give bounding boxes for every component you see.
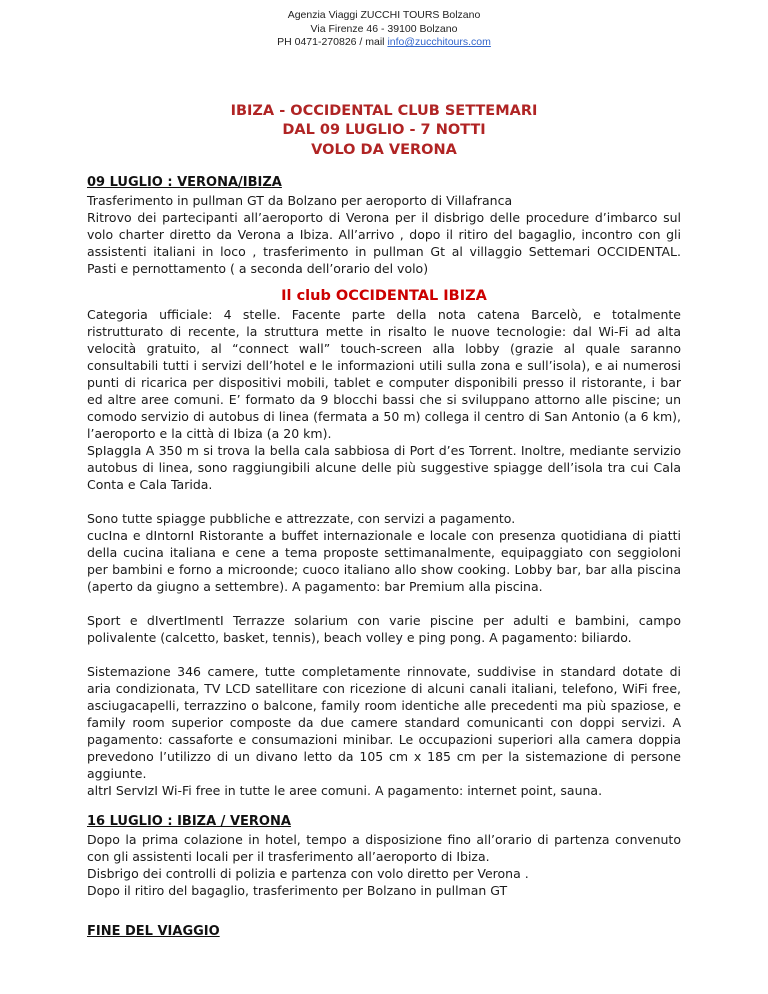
club-paragraph-sistemazione: Sistemazione 346 camere, tutte completamente rinnovate, suddivise in standard dotate di aria condizionata, TV LCD satellitare con ricezione di alcuni canali italiani, telefono, WiFi free, asciugacapelli, terrazzino o balcone, family room identiche alle precedenti ma più spaziose, e family room superior composte da due camere standard comunicanti con doppi servizi. A pagamento: cassaforte e consumazioni minibar. Le occupazioni superiori alla camera doppia prevedono l’utilizzo di un divano letto da 105 cm x 185 cm per la sistemazione di persone aggiunte.: [87, 664, 681, 781]
day2-paragraph-colazione: Dopo la prima colazione in hotel, tempo a disposizione fino all’orario di partenza convenuto con gli assistenti locali per il trasferimento all’aeroporto di Ibiza.: [87, 832, 681, 864]
day1-paragraph-ritrovo: Ritrovo dei partecipanti all’aeroporto di Verona per il disbrigo delle procedure d’imbarco sul volo charter diretto da Verona a Ibiza. All’arrivo , dopo il ritiro del bagaglio, incontro con gli assistenti italiani in loco , trasferimento in pullman Gt al villaggio Settemari OCCIDENTAL. Pasti e pernottamento ( a seconda dell’orario del volo): [87, 210, 681, 276]
agency-phone: PH 0471-270826 / mail: [277, 36, 388, 48]
spacer: [87, 493, 681, 510]
spacer: [87, 646, 681, 663]
club-paragraph-categoria: Categoria ufficiale: 4 stelle. Facente parte della nota catena Barcelò, e totalmente ristrutturato di recente, la struttura mette in risalto le nuove tecnologie: dal Wi-Fi ad alta velocità gratuito, al “connect wall” touch-screen alla lobby (grazie al quale saranno consultabili tutti i servizi dell’hotel e le informazioni utili sulla zona e sull’isola), e ai numerosi punti di ricarica per dispositivi mobili, tablet e computer disponibili presso il ristorante, i bar ed altre aree comuni. E’ formato da 9 blocchi bassi che si sviluppano attorno alle piscine; un comodo servizio di autobus di linea (fermata a 50 m) collega il centro di San Antonio (a 6 km), l’aeroporto e la città di Ibiza (a 20 km).: [87, 307, 681, 441]
club-heading: Il club OCCIDENTAL IBIZA: [281, 288, 487, 304]
trip-title: [87, 102, 681, 161]
club-paragraph-cucina: cucIna e dIntornI Ristorante a buffet internazionale e locale con presenza quotidiana di piatti della cucina italiana e cene a tema proposte settimanalmente, equipaggiato con seggioloni per bambini e forno a microonde; cuoco italiano allo show cooking. Lobby bar, bar alla piscina (aperto da giugno a settembre). A pagamento: bar Premium alla piscina.: [87, 528, 681, 594]
end-of-trip-heading: FINE DEL VIAGGIO: [87, 924, 220, 939]
club-paragraph-spiagge-note: Sono tutte spiagge pubbliche e attrezzate, con servizi a pagamento.: [87, 511, 516, 526]
day2-heading: 16 LUGLIO : IBIZA / VERONA: [87, 814, 291, 829]
agency-header: [0, 0, 768, 50]
agency-contact-line: [0, 36, 768, 50]
trip-title-line3: VOLO DA VERONA: [311, 141, 457, 158]
document-body: [87, 102, 681, 941]
section-day2: [87, 813, 681, 899]
club-paragraph-spiaggia: SpIaggIa A 350 m si trova la bella cala sabbiosa di Port d’es Torrent. Inoltre, mediante servizio autobus di linea, sono raggiungibili alcune delle più suggestive spiagge dell’isola tra cui Cala Conta e Cala Tarida.: [87, 443, 681, 492]
trip-title-line1: IBIZA - OCCIDENTAL CLUB SETTEMARI: [230, 102, 538, 119]
day2-paragraph-ritiro: Dopo il ritiro del bagaglio, trasferimento per Bolzano in pullman GT: [87, 883, 508, 898]
section-club: [87, 287, 681, 799]
day2-paragraph-disbrigo: Disbrigo dei controlli di polizia e partenza con volo diretto per Verona .: [87, 866, 529, 881]
spacer: [87, 595, 681, 612]
club-paragraph-sport: Sport e dIvertImentI Terrazze solarium con varie piscine per adulti e bambini, campo polivalente (calcetto, basket, tennis), beach volley e ping pong. A pagamento: biliardo.: [87, 613, 681, 645]
agency-address: Via Firenze 46 - 39100 Bolzano: [310, 22, 458, 35]
trip-title-line2: DAL 09 LUGLIO - 7 NOTTI: [282, 122, 486, 138]
day1-heading: 09 LUGLIO : VERONA/IBIZA: [87, 175, 282, 190]
club-paragraph-altri-servizi: altrI ServIzI Wi-Fi free in tutte le aree comuni. A pagamento: internet point, sauna.: [87, 783, 603, 798]
email-link[interactable]: info@zucchitours.com: [387, 36, 491, 48]
day1-paragraph-transfer: Trasferimento in pullman GT da Bolzano per aeroporto di Villafranca: [87, 193, 513, 208]
agency-name: Agenzia Viaggi ZUCCHI TOURS Bolzano: [287, 9, 481, 21]
section-day1: [87, 174, 681, 277]
